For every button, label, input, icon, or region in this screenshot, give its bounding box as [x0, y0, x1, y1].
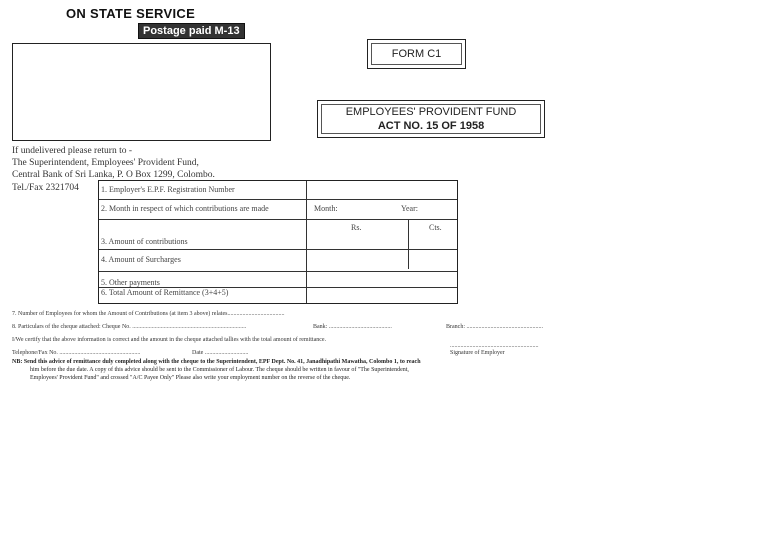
nb-line3: Employees' Provident Fund" and crossed "A/C Payee Only" Please also write your employment number on the reverse of the cheque. — [30, 375, 351, 381]
table-row — [99, 287, 457, 303]
certify-line: I/We certify that the above information is correct and the amount in the cheque attached tallies with the total amount of remittance. — [12, 337, 327, 343]
return-line2: The Superintendent, Employees' Provident Fund, — [12, 158, 199, 168]
item8-line: 8. Particulars of the cheque attached: Cheque No. ............................................................................ — [12, 324, 247, 330]
telephone-field: Telephone/Fax No. ...................................................... — [12, 350, 141, 356]
row2-label: 2. Month in respect of which contributions are made — [101, 204, 269, 213]
nb-line2: him before the due date. A copy of this advice should be sent to the Commissioner of Labour. The cheque should be written in favour of "The Superintendent, — [30, 367, 409, 373]
signature-dotted-line: ........................................................... — [450, 343, 539, 349]
signature-label: Signature of Employer — [450, 350, 505, 356]
remittance-table — [98, 180, 458, 304]
return-line3: Central Bank of Sri Lanka, P. O Box 1299, Colombo. — [12, 170, 215, 180]
epf-title-line2: ACT NO. 15 OF 1958 — [377, 120, 485, 132]
epf-title-inner-border — [321, 104, 541, 134]
row4-label: 4. Amount of Surcharges — [101, 255, 181, 264]
table-row — [99, 199, 457, 220]
postage-paid-stamp: Postage paid M-13 — [138, 23, 245, 39]
row5-label: 5. Other payments — [101, 278, 160, 287]
table-row — [99, 181, 457, 200]
recipient-address-box — [12, 43, 271, 141]
return-line1: If undelivered please return to - — [12, 146, 133, 156]
epf-title-line1: EMPLOYEES' PROVIDENT FUND — [345, 106, 517, 118]
return-tel: Tel./Fax 2321704 — [12, 183, 79, 193]
row3-label: 3. Amount of contributions — [101, 237, 188, 246]
row1-label: 1. Employer's E.P.F. Registration Number — [101, 185, 235, 194]
form-label-box — [367, 39, 466, 69]
on-state-service-heading: ON STATE SERVICE — [66, 6, 196, 21]
rs-label: Rs. — [351, 223, 362, 232]
date-field: Date ............................. — [192, 350, 249, 356]
bank-field: Bank: .......................................... — [313, 324, 392, 330]
item7-line: 7. Number of Employees for whom the Amount of Contributions (at item 3 above) relates...................................... — [12, 311, 285, 317]
month-label: Month: — [314, 204, 338, 213]
form-label-inner-border — [371, 43, 462, 65]
year-label: Year: — [401, 204, 418, 213]
row6-label: 6. Total Amount of Remittance (3+4+5) — [101, 288, 229, 297]
nb-line1: NB: Send this advice of remittance duly completed along with the cheque to the Superintendent, EPF Dept. No. 41, Janadhipathi Mawatha, Colombo 1, to reach — [12, 359, 421, 365]
table-row — [99, 249, 457, 272]
epf-title-box — [317, 100, 545, 138]
table-row — [99, 219, 457, 250]
branch-field: Branch: ................................................... — [446, 324, 543, 330]
table-row — [99, 271, 457, 288]
cts-label: Cts. — [429, 223, 442, 232]
form-label: FORM C1 — [391, 48, 442, 60]
